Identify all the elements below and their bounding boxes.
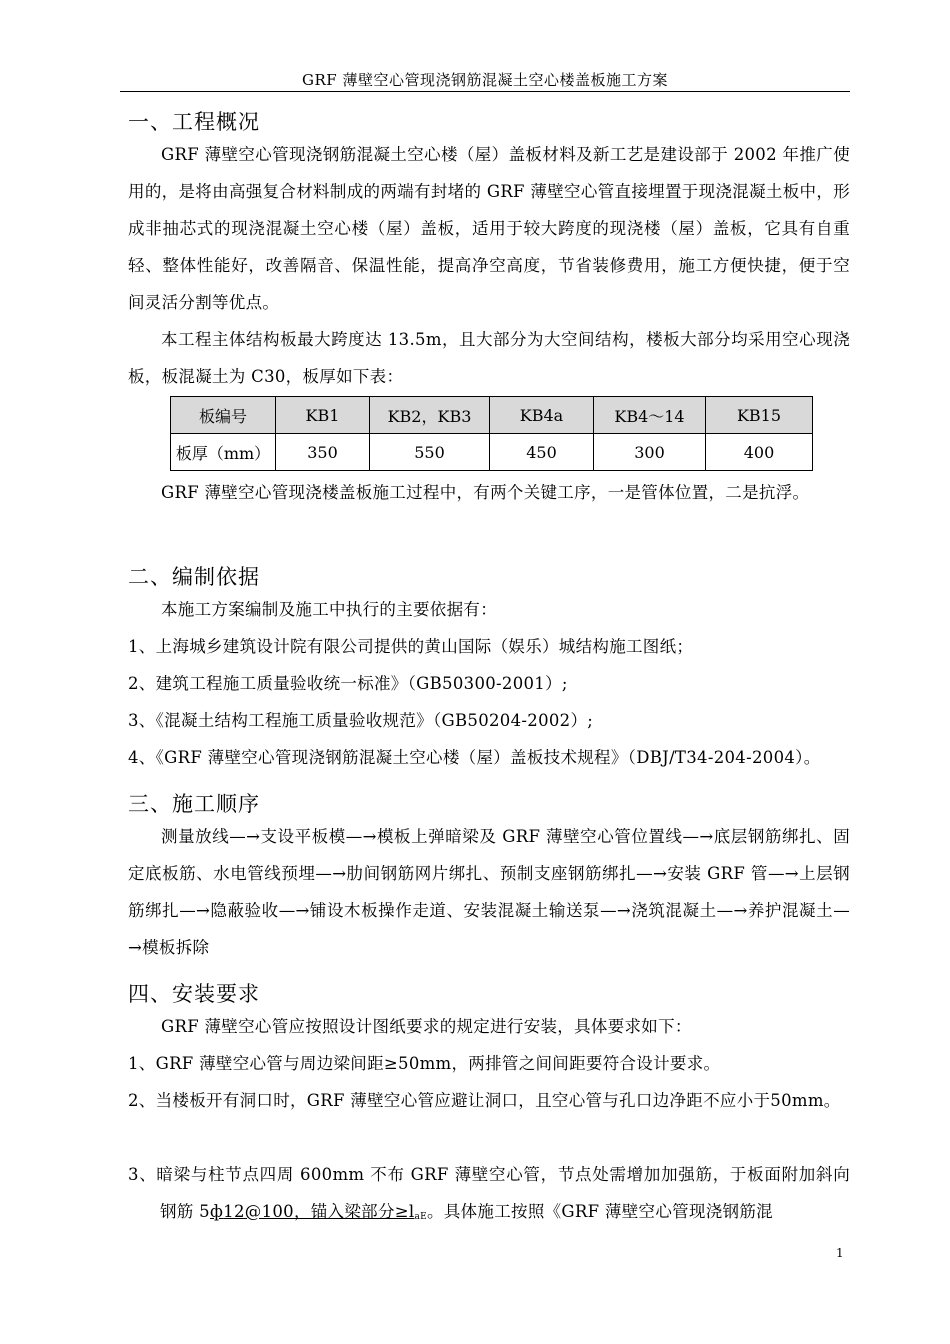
- install-item-3-text-a: 3、暗梁与柱节点四周 600mm 不布 GRF 薄壁空心管，节点处需增加加强筋，于板面附加斜向钢筋 5: [128, 1165, 850, 1221]
- basis-intro: 本施工方案编制及施工中执行的主要依据有：: [161, 600, 497, 619]
- table-cell: 300: [594, 434, 706, 471]
- section-heading-basis: 二、编制依据: [128, 565, 260, 589]
- table-header-cell: KB15: [706, 397, 813, 434]
- table-header-cell: KB2，KB3: [370, 397, 490, 434]
- slab-thickness-table: [170, 396, 813, 471]
- list-item: 1、上海城乡建筑设计院有限公司提供的黄山国际（娱乐）城结构施工图纸；: [128, 637, 694, 656]
- install-item-3-text-c: 。具体施工按照《GRF 薄壁空心管现浇钢筋混: [427, 1202, 773, 1221]
- table-cell: 350: [276, 434, 370, 471]
- install-item-3: [128, 1156, 850, 1236]
- overview-paragraph-3: GRF 薄壁空心管现浇楼盖板施工过程中，有两个关键工序，一是管体位置，二是抗浮。: [161, 483, 810, 502]
- running-header-title: GRF 薄壁空心管现浇钢筋混凝土空心楼盖板施工方案: [302, 71, 668, 89]
- table-header-cell: 板编号: [171, 397, 276, 434]
- install-intro: GRF 薄壁空心管应按照设计图纸要求的规定进行安装，具体要求如下：: [161, 1017, 692, 1036]
- install-item-2: 2、当楼板开有洞口时，GRF 薄壁空心管应避让洞口，且空心管与孔口边净距不应小于50mm。: [128, 1091, 841, 1110]
- list-item: 2、建筑工程施工质量验收统一标准》（GB50300-2001）;: [128, 674, 568, 693]
- list-item: 4、《GRF 薄壁空心管现浇钢筋混凝土空心楼（屋）盖板技术规程》（DBJ/T34-204-2004）。: [128, 748, 821, 767]
- rebar-phi-symbol: ф: [209, 1202, 224, 1221]
- overview-paragraph-2: 本工程主体结构板最大跨度达 13.5m，且大部分为大空间结构，楼板大部分均采用空心现浇板，板混凝土为 C30，板厚如下表：: [128, 330, 850, 386]
- table-cell: 400: [706, 434, 813, 471]
- list-item: 3、《混凝土结构工程施工质量验收规范》（GB50204-2002）;: [128, 711, 594, 730]
- table-cell: 550: [370, 434, 490, 471]
- table-header-row: [171, 397, 813, 434]
- anchorage-subscript: aE: [414, 1212, 428, 1222]
- section-heading-install: 四、安装要求: [128, 982, 260, 1006]
- table-header-cell: KB4～14: [594, 397, 706, 434]
- table-row: [171, 434, 813, 471]
- overview-paragraph-1: GRF 薄壁空心管现浇钢筋混凝土空心楼（屋）盖板材料及新工艺是建设部于 2002 年推广使用的，是将由高强复合材料制成的两端有封堵的 GRF 薄壁空心管直接埋置于现浇混凝土板中，形成非抽芯式的现浇混凝土空心楼（屋）盖板，适用于较大跨度的现浇楼（屋）盖板，它具有自重轻、整体性能好，改善隔音、保温性能，提高净空高度，节省装修费用，施工方便快捷，便于空间灵活分割等优点。: [128, 145, 850, 312]
- install-item-1: 1、GRF 薄壁空心管与周边梁间距≥50mm，两排管之间间距要符合设计要求。: [128, 1054, 721, 1073]
- section-heading-sequence: 三、施工顺序: [128, 792, 260, 816]
- sequence-paragraph: 测量放线—→支设平板模—→模板上弹暗梁及 GRF 薄壁空心管位置线—→底层钢筋绑扎、固定底板筋、水电管线预埋—→肋间钢筋网片绑扎、预制支座钢筋绑扎—→安装 GRF 管—→上层钢筋绑扎—→隐蔽验收—→铺设木板操作走道、安装混凝土输送泵—→浇筑混凝土—→养护混凝土—→模板拆除: [128, 827, 850, 957]
- table-header-cell: KB4a: [490, 397, 594, 434]
- section-heading-overview: 一、工程概况: [128, 110, 260, 134]
- table-header-cell: KB1: [276, 397, 370, 434]
- table-cell: 板厚（mm）: [171, 434, 276, 471]
- page-number: 1: [836, 1246, 844, 1260]
- table-cell: 450: [490, 434, 594, 471]
- install-item-3-text-b: 12@100，锚入梁部分≥l: [223, 1202, 415, 1221]
- header-divider: [120, 91, 850, 92]
